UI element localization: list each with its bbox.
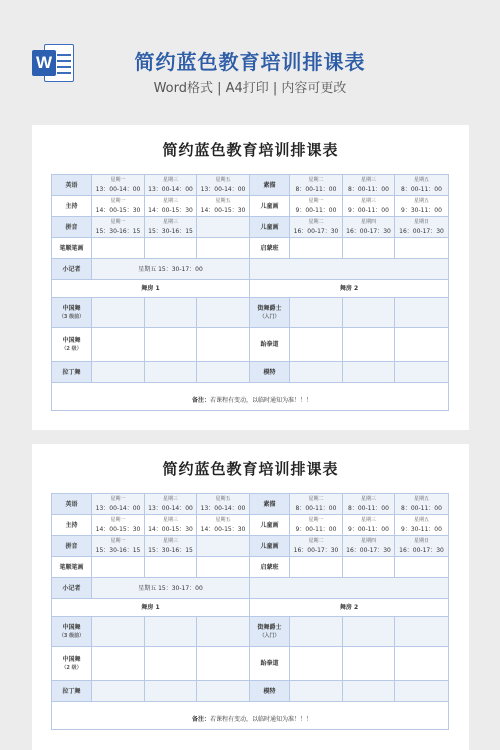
time-text: 13：00-14：00: [148, 505, 193, 512]
note-cell: [52, 702, 449, 730]
time-text: 9：00-11：00: [348, 207, 389, 214]
course-label: [52, 298, 92, 328]
time-text: 16：00-17：30: [346, 547, 391, 554]
time-text: 8：00-11：00: [295, 186, 337, 193]
schedule-cell: [343, 196, 395, 217]
schedule-cell: [92, 238, 145, 259]
schedule-cell: [395, 617, 449, 647]
room-name: 舞房 2: [339, 604, 359, 611]
schedule-cell: [290, 494, 343, 515]
course-level: （3 级前）: [58, 632, 85, 639]
course-label: [250, 647, 290, 681]
weekday-text: 星期五: [413, 496, 429, 502]
schedule-cell: [395, 196, 449, 217]
course-name: 启蒙班: [260, 563, 279, 571]
course-label: [52, 536, 92, 557]
course-name: 素描: [263, 181, 276, 189]
course-name: 儿童画: [260, 202, 279, 210]
note-text: 若课程有变动，以临时通知为准！！！: [210, 716, 313, 723]
course-label: [250, 536, 290, 557]
schedule-cell: [197, 494, 250, 515]
course-label: [250, 617, 290, 647]
schedule-cell: [343, 362, 395, 383]
course-name: 英语: [65, 500, 78, 508]
note-label: 备注：: [191, 716, 210, 723]
course-name: 模特: [263, 368, 276, 376]
course-name: 模特: [263, 687, 276, 695]
course-label: [250, 681, 290, 702]
schedule-cell: [343, 238, 395, 259]
schedule-cell: [145, 175, 197, 196]
weekday-text: 星期三: [360, 177, 376, 183]
weekday-text: 星期三: [162, 198, 178, 204]
schedule-cell: [197, 196, 250, 217]
time-text: 9：00-11：00: [295, 207, 337, 214]
note-text: 若课程有变动，以临时通知为准！！！: [210, 397, 313, 404]
schedule-cell: [197, 536, 250, 557]
course-name: 拉丁舞: [62, 687, 81, 695]
time-text: 8：00-11：00: [295, 505, 337, 512]
weekday-text: 星期三: [162, 219, 178, 225]
course-label: [250, 175, 290, 196]
sheet-title: 简约蓝色教育培训排课表: [162, 460, 339, 478]
course-level: （2 级）: [61, 345, 82, 352]
schedule-table: [51, 174, 449, 411]
course-label: [52, 362, 92, 383]
room-name: 舞房 1: [141, 285, 160, 292]
schedule-cell: [92, 617, 145, 647]
schedule-cell: [250, 578, 449, 599]
weekday-text: 星期二: [308, 219, 324, 225]
course-name: 笔顺笔画: [59, 563, 84, 571]
schedule-cell: [290, 647, 343, 681]
schedule-cell: [92, 647, 145, 681]
schedule-cell: [145, 238, 197, 259]
course-label: [250, 557, 290, 578]
time-text: 14：00-15：30: [148, 207, 193, 214]
weekday-text: 星期日: [413, 219, 429, 225]
time-text: 9：00-11：00: [295, 526, 337, 533]
sheet-title: 简约蓝色教育培训排课表: [162, 141, 339, 159]
room-header: [250, 280, 449, 298]
time-text: 13：00-14：00: [200, 186, 246, 193]
schedule-cell: [395, 557, 449, 578]
time-text: 15：30-16：15: [148, 547, 193, 554]
course-name: 中国舞: [62, 336, 81, 344]
course-label: [52, 196, 92, 217]
schedule-cell: [290, 175, 343, 196]
schedule-cell: [343, 298, 395, 328]
course-name: 儿童画: [260, 521, 279, 529]
schedule-cell: [145, 328, 197, 362]
schedule-cell: [197, 238, 250, 259]
weekday-text: 星期三: [162, 517, 178, 523]
schedule-cell: [197, 328, 250, 362]
schedule-cell: [197, 647, 250, 681]
weekday-text: 星期三: [360, 496, 376, 502]
course-level: （2 级）: [61, 664, 82, 671]
schedule-cell: [145, 536, 197, 557]
time-text: 星期五 15：30-17：00: [138, 584, 203, 592]
time-text: 14：00-15：30: [148, 526, 193, 533]
schedule-cell: [290, 557, 343, 578]
time-text: 16：00-17：30: [399, 547, 444, 554]
course-label: [52, 328, 92, 362]
schedule-cell: [197, 298, 250, 328]
schedule-cell: [197, 557, 250, 578]
preview-header: [0, 0, 500, 118]
schedule-cell: [290, 536, 343, 557]
schedule-cell: [250, 259, 449, 280]
course-name: 中国舞: [62, 304, 81, 312]
course-name: 跆拳道: [260, 341, 279, 348]
time-text: 14：00-15：30: [95, 526, 141, 533]
schedule-cell: [145, 617, 197, 647]
schedule-cell: [92, 196, 145, 217]
time-text: 15：30-16：15: [95, 228, 141, 235]
schedule-cell: [343, 557, 395, 578]
schedule-cell: [145, 494, 197, 515]
time-text: 13：00-14：00: [148, 186, 193, 193]
schedule-cell: [290, 217, 343, 238]
schedule-cell: [395, 175, 449, 196]
course-label: [52, 557, 92, 578]
schedule-cell: [395, 298, 449, 328]
weekday-text: 星期一: [110, 219, 126, 225]
weekday-text: 星期五: [413, 517, 429, 523]
course-name: 素描: [263, 500, 276, 508]
schedule-sheet-1: [32, 125, 469, 430]
course-name: 启蒙班: [260, 244, 279, 252]
schedule-cell: [395, 217, 449, 238]
weekday-text: 星期三: [162, 538, 178, 544]
schedule-cell: [395, 647, 449, 681]
schedule-table: [51, 493, 449, 730]
time-text: 14：00-15：30: [95, 207, 141, 214]
schedule-cell: [395, 494, 449, 515]
schedule-cell: [197, 362, 250, 383]
course-name: 中国舞: [62, 655, 81, 663]
page-title: 简约蓝色教育培训排课表: [134, 50, 366, 74]
schedule-cell: [343, 328, 395, 362]
weekday-text: 星期二: [308, 538, 324, 544]
page-subtitle: Word格式 | A4打印 | 内容可更改: [153, 81, 347, 96]
time-text: 13：00-14：00: [95, 186, 141, 193]
course-name: 小记者: [62, 265, 81, 273]
note-label: 备注：: [191, 397, 210, 404]
note-cell: [52, 383, 449, 411]
course-name: 笔顺笔画: [59, 244, 84, 252]
time-text: 15：30-16：15: [95, 547, 141, 554]
weekday-text: 星期一: [110, 517, 126, 523]
time-text: 16：00-17：30: [399, 228, 444, 235]
course-label: [250, 217, 290, 238]
schedule-cell: [343, 217, 395, 238]
course-label: [250, 196, 290, 217]
time-text: 13：00-14：00: [95, 505, 141, 512]
course-name: 小记者: [62, 584, 81, 592]
schedule-cell: [197, 175, 250, 196]
weekday-text: 星期三: [360, 198, 376, 204]
course-label: [250, 362, 290, 383]
schedule-cell: [145, 681, 197, 702]
weekday-text: 星期一: [308, 517, 324, 523]
weekday-text: 星期三: [162, 496, 178, 502]
time-text: 8：00-11：00: [348, 505, 389, 512]
schedule-cell: [92, 328, 145, 362]
time-text: 15：30-16：15: [148, 228, 193, 235]
course-name: 主持: [65, 202, 78, 210]
time-text: 9：30-11：00: [401, 526, 442, 533]
schedule-cell: [92, 557, 145, 578]
course-label: [52, 175, 92, 196]
time-text: 9：00-11：00: [348, 526, 389, 533]
course-label: [52, 647, 92, 681]
schedule-cell: [343, 681, 395, 702]
room-header: [250, 599, 449, 617]
weekday-text: 星期三: [360, 517, 376, 523]
course-name: 跆拳道: [260, 660, 279, 667]
schedule-cell: [92, 217, 145, 238]
course-name: 拉丁舞: [62, 368, 81, 376]
schedule-cell: [290, 298, 343, 328]
time-text: 8：00-11：00: [401, 186, 442, 193]
weekday-text: 星期四: [360, 538, 376, 544]
schedule-cell: [92, 362, 145, 383]
weekday-text: 星期二: [308, 177, 324, 183]
schedule-cell: [343, 647, 395, 681]
course-label: [250, 238, 290, 259]
schedule-cell: [343, 617, 395, 647]
schedule-cell: [92, 536, 145, 557]
schedule-cell: [197, 617, 250, 647]
time-text: 16：00-17：30: [293, 228, 339, 235]
schedule-cell: [145, 217, 197, 238]
course-name: 主持: [65, 521, 78, 529]
course-name: 英语: [65, 181, 78, 189]
schedule-cell: [290, 617, 343, 647]
course-name: 街舞爵士: [257, 623, 282, 631]
time-text: 8：00-11：00: [401, 505, 442, 512]
weekday-text: 星期二: [308, 496, 324, 502]
schedule-cell: [395, 328, 449, 362]
schedule-cell: [395, 515, 449, 536]
course-label: [52, 681, 92, 702]
course-level: （入门）: [259, 632, 280, 639]
course-label: [250, 494, 290, 515]
course-label: [52, 259, 92, 280]
weekday-text: 星期四: [360, 219, 376, 225]
course-name: 中国舞: [62, 623, 81, 631]
schedule-cell: [145, 515, 197, 536]
word-icon: W: [32, 44, 74, 82]
schedule-cell: [343, 536, 395, 557]
schedule-cell: [197, 217, 250, 238]
schedule-cell: [145, 362, 197, 383]
time-text: 13：00-14：00: [200, 505, 246, 512]
schedule-cell: [197, 515, 250, 536]
schedule-cell: [92, 298, 145, 328]
weekday-text: 星期一: [110, 198, 126, 204]
course-label: [250, 328, 290, 362]
schedule-cell: [343, 494, 395, 515]
schedule-cell: [395, 238, 449, 259]
schedule-cell: [145, 647, 197, 681]
weekday-text: 星期五: [413, 198, 429, 204]
schedule-cell: [92, 175, 145, 196]
room-name: 舞房 2: [339, 285, 359, 292]
course-label: [52, 217, 92, 238]
schedule-sheet-2: [32, 444, 469, 750]
schedule-cell: [145, 196, 197, 217]
schedule-cell: [92, 494, 145, 515]
schedule-cell: [290, 238, 343, 259]
schedule-cell: [92, 681, 145, 702]
schedule-cell: [145, 298, 197, 328]
course-label: [52, 238, 92, 259]
course-name: 街舞爵士: [257, 304, 282, 312]
schedule-cell: [343, 515, 395, 536]
course-level: （入门）: [259, 313, 280, 320]
weekday-text: 星期三: [162, 177, 178, 183]
schedule-cell: [145, 557, 197, 578]
weekday-text: 星期一: [110, 538, 126, 544]
course-name: 儿童画: [260, 542, 279, 550]
weekday-text: 星期五: [413, 177, 429, 183]
time-text: 16：00-17：30: [293, 547, 339, 554]
weekday-text: 星期五: [215, 177, 231, 183]
schedule-cell: [343, 175, 395, 196]
room-name: 舞房 1: [141, 604, 160, 611]
time-text: 8：00-11：00: [348, 186, 389, 193]
time-text: 星期五 15：30-17：00: [138, 265, 203, 273]
course-label: [52, 578, 92, 599]
schedule-cell: [290, 328, 343, 362]
weekday-text: 星期一: [110, 496, 126, 502]
weekday-text: 星期一: [308, 198, 324, 204]
time-text: 9：30-11：00: [401, 207, 442, 214]
schedule-cell: [290, 681, 343, 702]
schedule-cell: [395, 681, 449, 702]
weekday-text: 星期一: [110, 177, 126, 183]
course-label: [250, 515, 290, 536]
course-label: [52, 617, 92, 647]
schedule-cell: [395, 536, 449, 557]
schedule-cell: [395, 362, 449, 383]
course-level: （3 级前）: [58, 313, 85, 320]
weekday-text: 星期五: [215, 517, 231, 523]
time-text: 14：00-15：30: [200, 526, 246, 533]
schedule-cell: [92, 515, 145, 536]
course-label: [52, 494, 92, 515]
schedule-cell: [290, 515, 343, 536]
schedule-cell: [92, 259, 250, 280]
course-name: 儿童画: [260, 223, 279, 231]
time-text: 14：00-15：30: [200, 207, 246, 214]
schedule-cell: [290, 362, 343, 383]
course-name: 拼音: [65, 223, 78, 231]
weekday-text: 星期五: [215, 198, 231, 204]
course-label: [52, 515, 92, 536]
course-label: [250, 298, 290, 328]
course-name: 拼音: [65, 542, 78, 550]
time-text: 16：00-17：30: [346, 228, 391, 235]
weekday-text: 星期五: [215, 496, 231, 502]
weekday-text: 星期日: [413, 538, 429, 544]
schedule-cell: [92, 578, 250, 599]
schedule-cell: [290, 196, 343, 217]
schedule-cell: [197, 681, 250, 702]
room-header: [52, 599, 250, 617]
room-header: [52, 280, 250, 298]
